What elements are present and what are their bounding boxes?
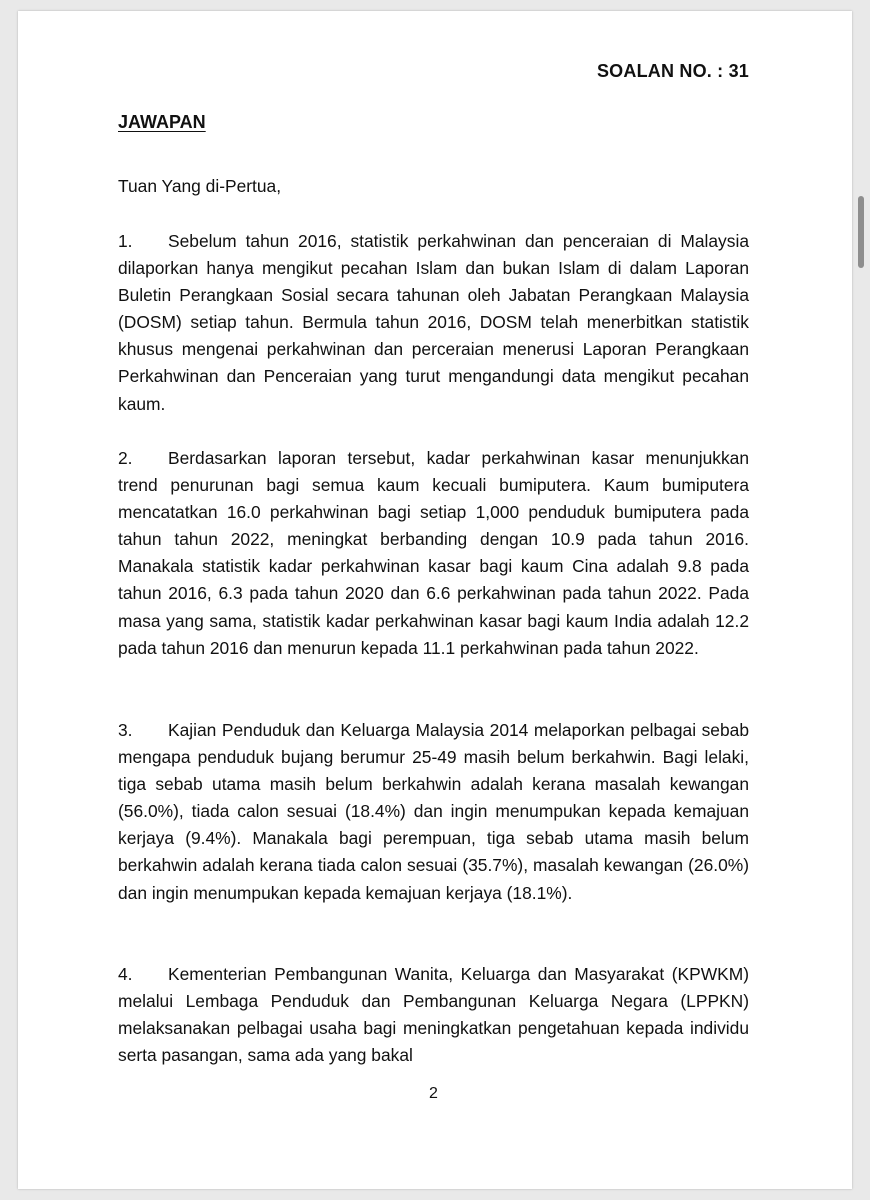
- paragraph-number: 4.: [118, 964, 133, 984]
- paragraph-3: [118, 717, 749, 907]
- document-page: [18, 11, 852, 1189]
- paragraph-4: [118, 961, 749, 1069]
- salutation: Tuan Yang di-Pertua,: [118, 176, 282, 196]
- question-number: SOALAN NO. : 31: [596, 61, 749, 81]
- paragraph-text: Sebelum tahun 2016, statistik perkahwinan dan penceraian di Malaysia dilaporkan hanya mengikut pecahan Islam dan bukan Islam di dalam Laporan Buletin Perangkaan Sosial secara tahunan oleh Jabatan Perangkaan Malaysia (DOSM) setiap tahun. Bermula tahun 2016, DOSM telah menerbitkan statistik khusus mengenai perkahwinan dan perceraian menerusi Laporan Perangkaan Perkahwinan dan Penceraian yang turut mengandungi data mengikut pecahan kaum.: [118, 231, 749, 414]
- vertical-scrollbar[interactable]: [858, 196, 864, 268]
- paragraph-number: 2.: [118, 448, 133, 468]
- paragraph-2: [118, 445, 749, 662]
- page-number: 2: [429, 1085, 438, 1102]
- paragraph-1: [118, 228, 749, 418]
- paragraph-text: Berdasarkan laporan tersebut, kadar perkahwinan kasar menunjukkan trend penurunan bagi semua kaum kecuali bumiputera. Kaum bumiputera mencatatkan 16.0 perkahwinan bagi setiap 1,000 penduduk bumiputera pada tahun tahun 2022, meningkat berbanding dengan 10.9 pada tahun 2016. Manakala statistik kadar perkahwinan kasar bagi kaum Cina adalah 9.8 pada tahun 2016, 6.3 pada tahun 2020 dan 6.6 perkahwinan pada tahun 2022. Pada masa yang sama, statistik kadar perkahwinan kasar bagi kaum India adalah 12.2 pada tahun 2016 dan menurun kepada 11.1 perkahwinan pada tahun 2022.: [118, 448, 749, 658]
- paragraph-text: Kementerian Pembangunan Wanita, Keluarga dan Masyarakat (KPWKM) melalui Lembaga Penduduk dan Pembangunan Keluarga Negara (LPPKN) melaksanakan pelbagai usaha bagi meningkatkan pengetahuan kepada individu serta pasangan, sama ada yang bakal: [118, 964, 749, 1066]
- paragraph-number: 3.: [118, 720, 133, 740]
- answer-heading: JAWAPAN: [118, 112, 206, 132]
- paragraph-text: Kajian Penduduk dan Keluarga Malaysia 2014 melaporkan pelbagai sebab mengapa penduduk bujang berumur 25-49 masih belum berkahwin. Bagi lelaki, tiga sebab utama masih belum berkahwin adalah kerana masalah kewangan (56.0%), tiada calon sesuai (18.4%) dan ingin menumpukan kepada kemajuan kerjaya (9.4%). Manakala bagi perempuan, tiga sebab utama masih belum berkahwin adalah kerana tiada calon sesuai (35.7%), masalah kewangan (26.0%) dan ingin menumpukan kepada kemajuan kerjaya (18.1%).: [118, 720, 749, 903]
- paragraph-number: 1.: [118, 231, 133, 251]
